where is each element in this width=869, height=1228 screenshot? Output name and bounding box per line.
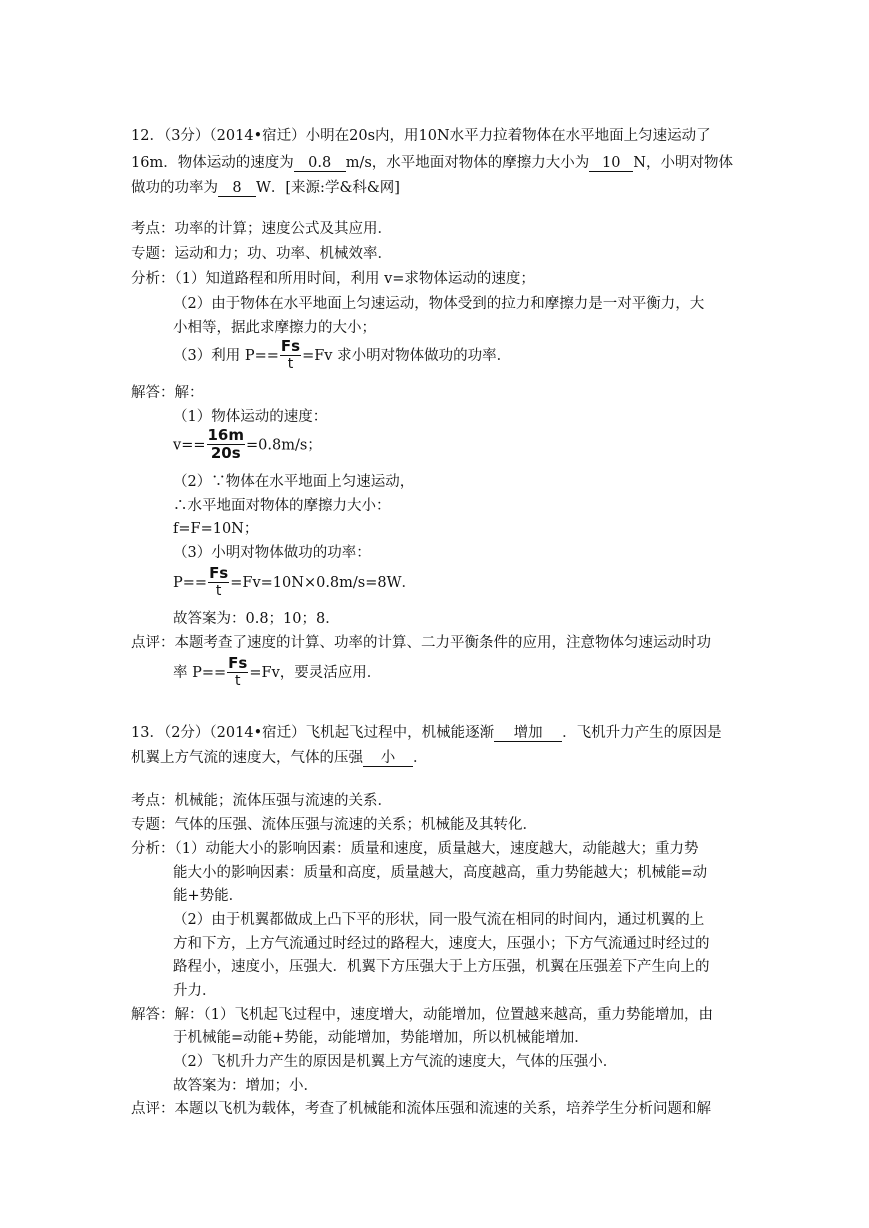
formula-text: =Fv=10N×0.8m/s=8W．	[230, 575, 417, 591]
q13-jieda-line1: 解答：解：（1）飞机起飞过程中，速度增大，动能增加，位置越来越高，重力势能增加，由	[131, 1007, 713, 1023]
q13-answer-blank-pressure: 小	[363, 751, 413, 767]
fraction-fs-over-t	[208, 565, 229, 599]
q13-jieda-line2: 于机械能=动能+势能，动能增加，势能增加，所以机械能增加．	[173, 1030, 589, 1046]
q12-answer-summary: 故答案为：0.8；10；8．	[173, 611, 340, 627]
q13-fenxi-line7: 升力．	[173, 983, 217, 999]
fraction-denominator: t	[215, 583, 222, 599]
q12-answer-blank-power: 8	[218, 181, 256, 197]
q12-answer-blank-speed: 0.8	[294, 156, 346, 172]
fraction-numerator: 16m	[207, 426, 245, 444]
q13-stem-text: ．	[413, 750, 428, 766]
q12-step2: （2）∵物体在水平地面上匀速运动，	[173, 474, 415, 490]
q12-step2c: f=F=10N；	[173, 521, 259, 537]
fraction-denominator: t	[287, 356, 294, 372]
q12-stem-text: 16m．物体运动的速度为	[131, 155, 294, 171]
q12-fenxi-line2: （2）由于物体在水平地面上匀速运动，物体受到的拉力和摩擦力是一对平衡力，大	[173, 296, 705, 312]
q12-fenxi-text: =Fv 求小明对物体做功的功率．	[302, 348, 512, 364]
q12-stem-text: W．[来源:学&科&网]	[256, 180, 400, 196]
q12-fenxi-line4	[173, 339, 511, 373]
q13-stem-line2	[131, 751, 428, 767]
q13-fenxi-line6: 路程小，速度小，压强大．机翼下方压强大于上方压强，机翼在压强差下产生向上的	[173, 959, 710, 975]
fraction-fs-over-t	[227, 655, 248, 689]
q13-jieda-line3: （2）飞机升力产生的原因是机翼上方气流的速度大，气体的压强小．	[173, 1054, 618, 1070]
q12-zhuanti: 专题：运动和力；功、功率、机械效率．	[131, 246, 392, 262]
q12-answer-blank-friction: 10	[589, 156, 633, 172]
q12-velocity-formula	[173, 428, 322, 463]
q12-fenxi-line1: 分析：（1）知道路程和所用时间，利用 v=求物体运动的速度；	[131, 271, 535, 287]
q12-stem-line1: 12．（3分）（2014•宿迁）小明在20s内，用10N水平力拉着物体在水平地面上匀速运动了	[131, 128, 711, 144]
fraction-fs-over-t	[280, 338, 301, 372]
q13-fenxi-line3: 能+势能．	[173, 888, 244, 904]
formula-text: P==	[173, 575, 208, 591]
fraction-numerator: Fs	[228, 654, 248, 672]
q12-fenxi-text: （3）利用 P==	[173, 348, 279, 364]
q13-fenxi-line4: （2）由于机翼都做成上凸下平的形状，同一股气流在相同的时间内，通过机翼的上	[173, 912, 705, 928]
q12-step2b: ∴水平地面对物体的摩擦力大小：	[173, 498, 391, 514]
q12-stem-line2	[131, 156, 733, 172]
formula-text: v==	[173, 437, 206, 454]
q13-fenxi-line1: 分析：（1）动能大小的影响因素：质量和速度，质量越大，速度越大，动能越大；重力势	[131, 841, 699, 857]
q13-stem-text: 13．（2分）（2014•宿迁）飞机起飞过程中，机械能逐渐	[131, 725, 495, 741]
q13-answer-summary: 故答案为：增加；小．	[173, 1078, 318, 1094]
q12-power-formula	[173, 566, 416, 600]
q12-dianping-text: =Fv，要灵活应用．	[249, 665, 382, 681]
q13-fenxi-line2: 能大小的影响因素：质量和高度，质量越大，高度越高，重力势能越大；机械能=动	[173, 865, 708, 881]
q12-dianping-line1: 点评：本题考查了速度的计算、功率的计算、二力平衡条件的应用，注意物体匀速运动时功	[131, 635, 711, 651]
q12-stem-text: N，小明对物体	[633, 155, 733, 171]
q12-fenxi-line3: 小相等，据此求摩擦力的大小；	[173, 320, 376, 336]
q12-stem-text: 做功的功率为	[131, 180, 218, 196]
q12-dianping-line2	[173, 656, 381, 690]
q12-stem-line3	[131, 181, 400, 197]
q12-step1: （1）物体运动的速度：	[173, 409, 328, 425]
q13-zhuanti: 专题：气体的压强、流体压强与流速的关系；机械能及其转化．	[131, 817, 537, 833]
fraction-numerator: Fs	[280, 337, 301, 355]
fraction-denominator: t	[235, 673, 241, 689]
q13-stem-line1	[131, 726, 722, 742]
q13-dianping-line1: 点评：本题以飞机为载体，考查了机械能和流体压强和流速的关系，培养学生分析问题和解	[131, 1101, 711, 1117]
q12-kaodian: 考点：功率的计算；速度公式及其应用．	[131, 221, 392, 237]
formula-text: =0.8m/s；	[246, 437, 322, 454]
q13-fenxi-line5: 方和下方，上方气流通过时经过的路程大，速度大，压强小；下方气流通过时经过的	[173, 936, 710, 952]
fraction-denominator: 20s	[210, 444, 241, 462]
q12-dianping-text: 率 P==	[173, 665, 227, 681]
fraction-numerator: Fs	[209, 564, 229, 582]
q12-step3: （3）小明对物体做功的功率：	[173, 545, 371, 561]
q13-stem-text: ．飞机升力产生的原因是	[562, 725, 722, 741]
q12-jieda-label: 解答：解：	[131, 385, 204, 401]
q12-stem-text: m/s，水平地面对物体的摩擦力大小为	[345, 155, 590, 171]
q13-kaodian: 考点：机械能；流体压强与流速的关系．	[131, 793, 392, 809]
q13-stem-text: 机翼上方气流的速度大，气体的压强	[131, 750, 363, 766]
fraction-16m-over-20s	[207, 427, 246, 462]
q13-answer-blank-energy: 增加	[494, 726, 562, 742]
